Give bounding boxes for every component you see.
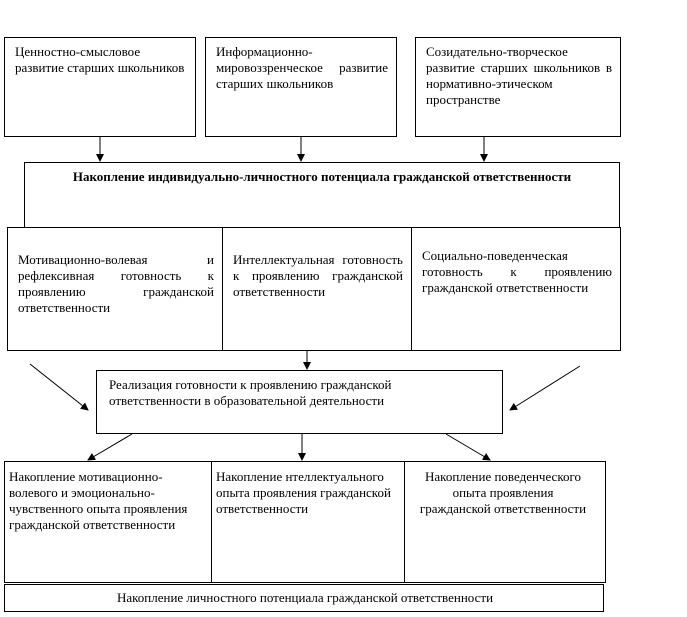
box-creative-development: [415, 37, 621, 137]
behavioral-experience-text: Накопление поведенческого опыта проявления гражданской ответственности: [419, 469, 587, 516]
box-info-worldview-text: Информационно-мировоззренческое развитие старших школьников: [216, 44, 388, 91]
box-motivational-experience: [4, 461, 212, 583]
readiness-realization-text: Реализация готовности к проявлению гражданской ответственности в образовательной деятельности: [109, 377, 392, 408]
motivational-readiness-text: Мотивационно-волевая и рефлексивная готовность к проявлению гражданской ответственности: [18, 252, 214, 315]
intellectual-readiness-text: Интеллектуальная готовность к проявлению гражданской ответственности: [233, 252, 403, 299]
motivational-experience-text: Накопление мотивационно-волевого и эмоционально-чувственного опыта проявления гражданской ответственности: [9, 469, 188, 532]
box-personal-potential-accumulation: [4, 584, 604, 612]
arrow-out-left: [88, 434, 132, 460]
box-creative-text: Созидательно-творческое развитие старших школьников в нормативно-этическом пространстве: [426, 44, 612, 107]
arrow-diagonal-left-in: [30, 364, 88, 410]
arrow-diagonal-right-in: [510, 366, 580, 410]
social-readiness-text: Социально-поведенческая готовность к проявлению гражданской ответственности: [422, 248, 612, 295]
box-info-worldview-development: [205, 37, 397, 137]
box-social-readiness: [411, 227, 621, 351]
box-intellectual-experience: [211, 461, 405, 583]
personal-potential-text: Накопление личностного потенциала гражданской ответственности: [116, 590, 494, 605]
intellectual-experience-text: Накопление нтеллектуального опыта проявления гражданской ответственности: [216, 469, 391, 516]
box-individual-potential-accumulation: [24, 162, 620, 228]
box-motivational-readiness: [7, 227, 223, 351]
box-intellectual-readiness: [222, 227, 412, 351]
box-value-semantic-development: [4, 37, 196, 137]
arrow-out-right: [446, 434, 490, 460]
box-readiness-realization: [96, 370, 503, 434]
box-value-semantic-text: Ценностно-смысловое развитие старших школьников: [15, 44, 185, 75]
individual-potential-text: Накопление индивидуально-личностного потенциала гражданской ответственности: [72, 169, 572, 184]
box-behavioral-experience: [404, 461, 606, 583]
